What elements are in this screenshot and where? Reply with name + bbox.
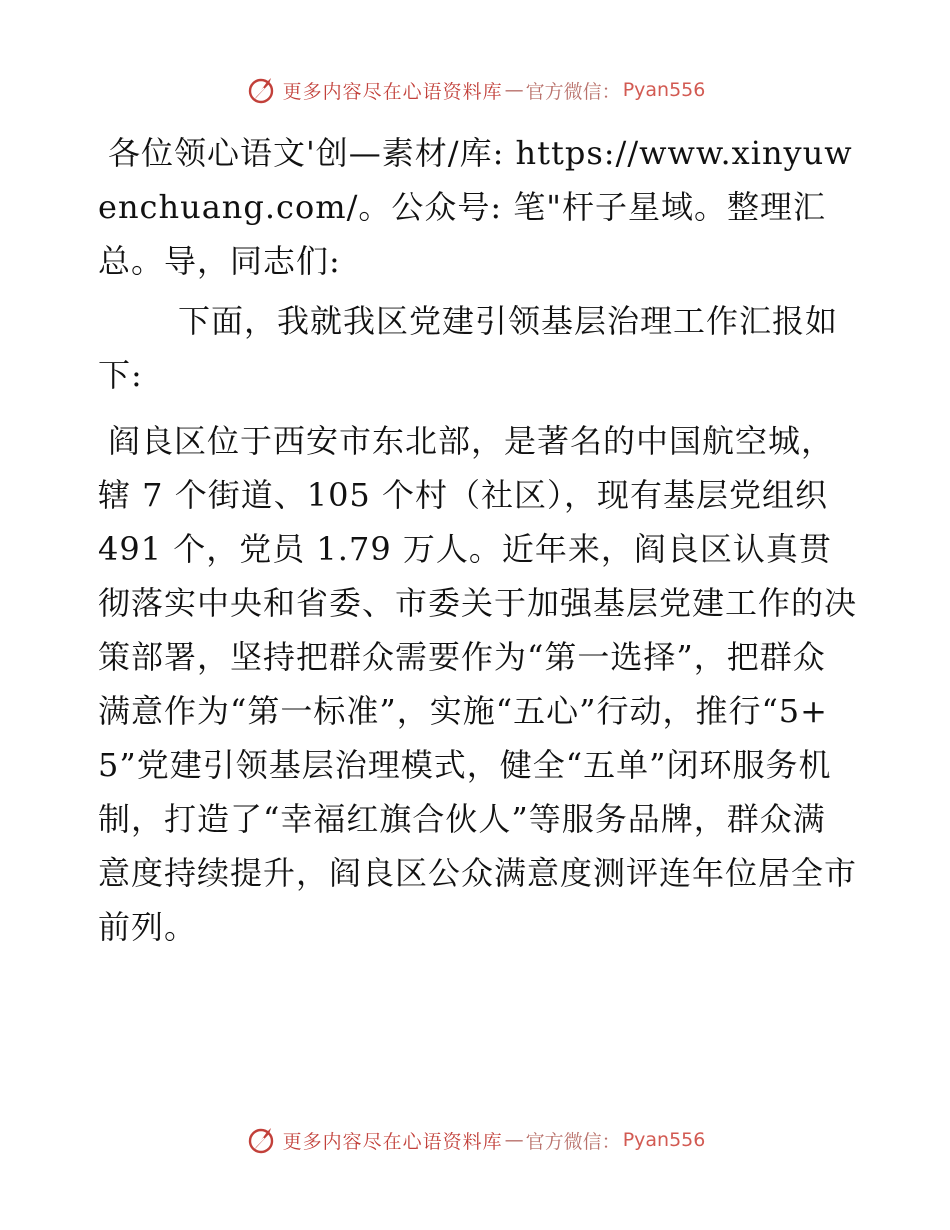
watermark-main-text: 更多内容尽在心语资料库 bbox=[282, 1130, 503, 1153]
watermark-main-text: 更多内容尽在心语资料库 bbox=[282, 80, 503, 103]
watermark-wechat-id: Pyan556 bbox=[622, 79, 706, 101]
watermark-wechat-id: Pyan556 bbox=[622, 1129, 706, 1151]
quill-logo-icon bbox=[245, 1124, 277, 1156]
watermark-dash: — bbox=[504, 1129, 524, 1151]
watermark-wechat-label: 官方微信： bbox=[525, 80, 621, 103]
watermark-dash: — bbox=[504, 79, 524, 101]
footer-watermark bbox=[0, 1120, 950, 1160]
quill-logo-icon bbox=[245, 74, 277, 106]
document-body bbox=[98, 126, 858, 969]
paragraph-intro: 下面，我就我区党建引领基层治理工作汇报如下: bbox=[98, 302, 839, 394]
paragraph-greeting: 各位领心语文'创—素材/库: https://www.xinyuwenchuang.com/。公众号: 笔"杆子星域。整理汇总。导，同志们: bbox=[98, 134, 853, 280]
paragraph-overview: 阎良区位于西安市东北部，是著名的中国航空城，辖 7 个街道、105 个村（社区），现有基层党组织 491 个，党员 1.79 万人。近年来，阎良区认真贯彻落实中央和省委、市委关于加强基层党建工作的决策部署，坚持把群众需要作为“第一选择”，把群众满意作为“第一标准”，实施“五心”行动，推行“5+5”党建引领基层治理模式，健全“五单”闭环服务机制，打造了“幸福红旗合伙人”等服务品牌，群众满意度持续提升，阎良区公众满意度测评连年位居全市前列。 bbox=[98, 422, 858, 946]
header-watermark bbox=[0, 70, 950, 110]
watermark-wechat-label: 官方微信： bbox=[525, 1130, 621, 1153]
